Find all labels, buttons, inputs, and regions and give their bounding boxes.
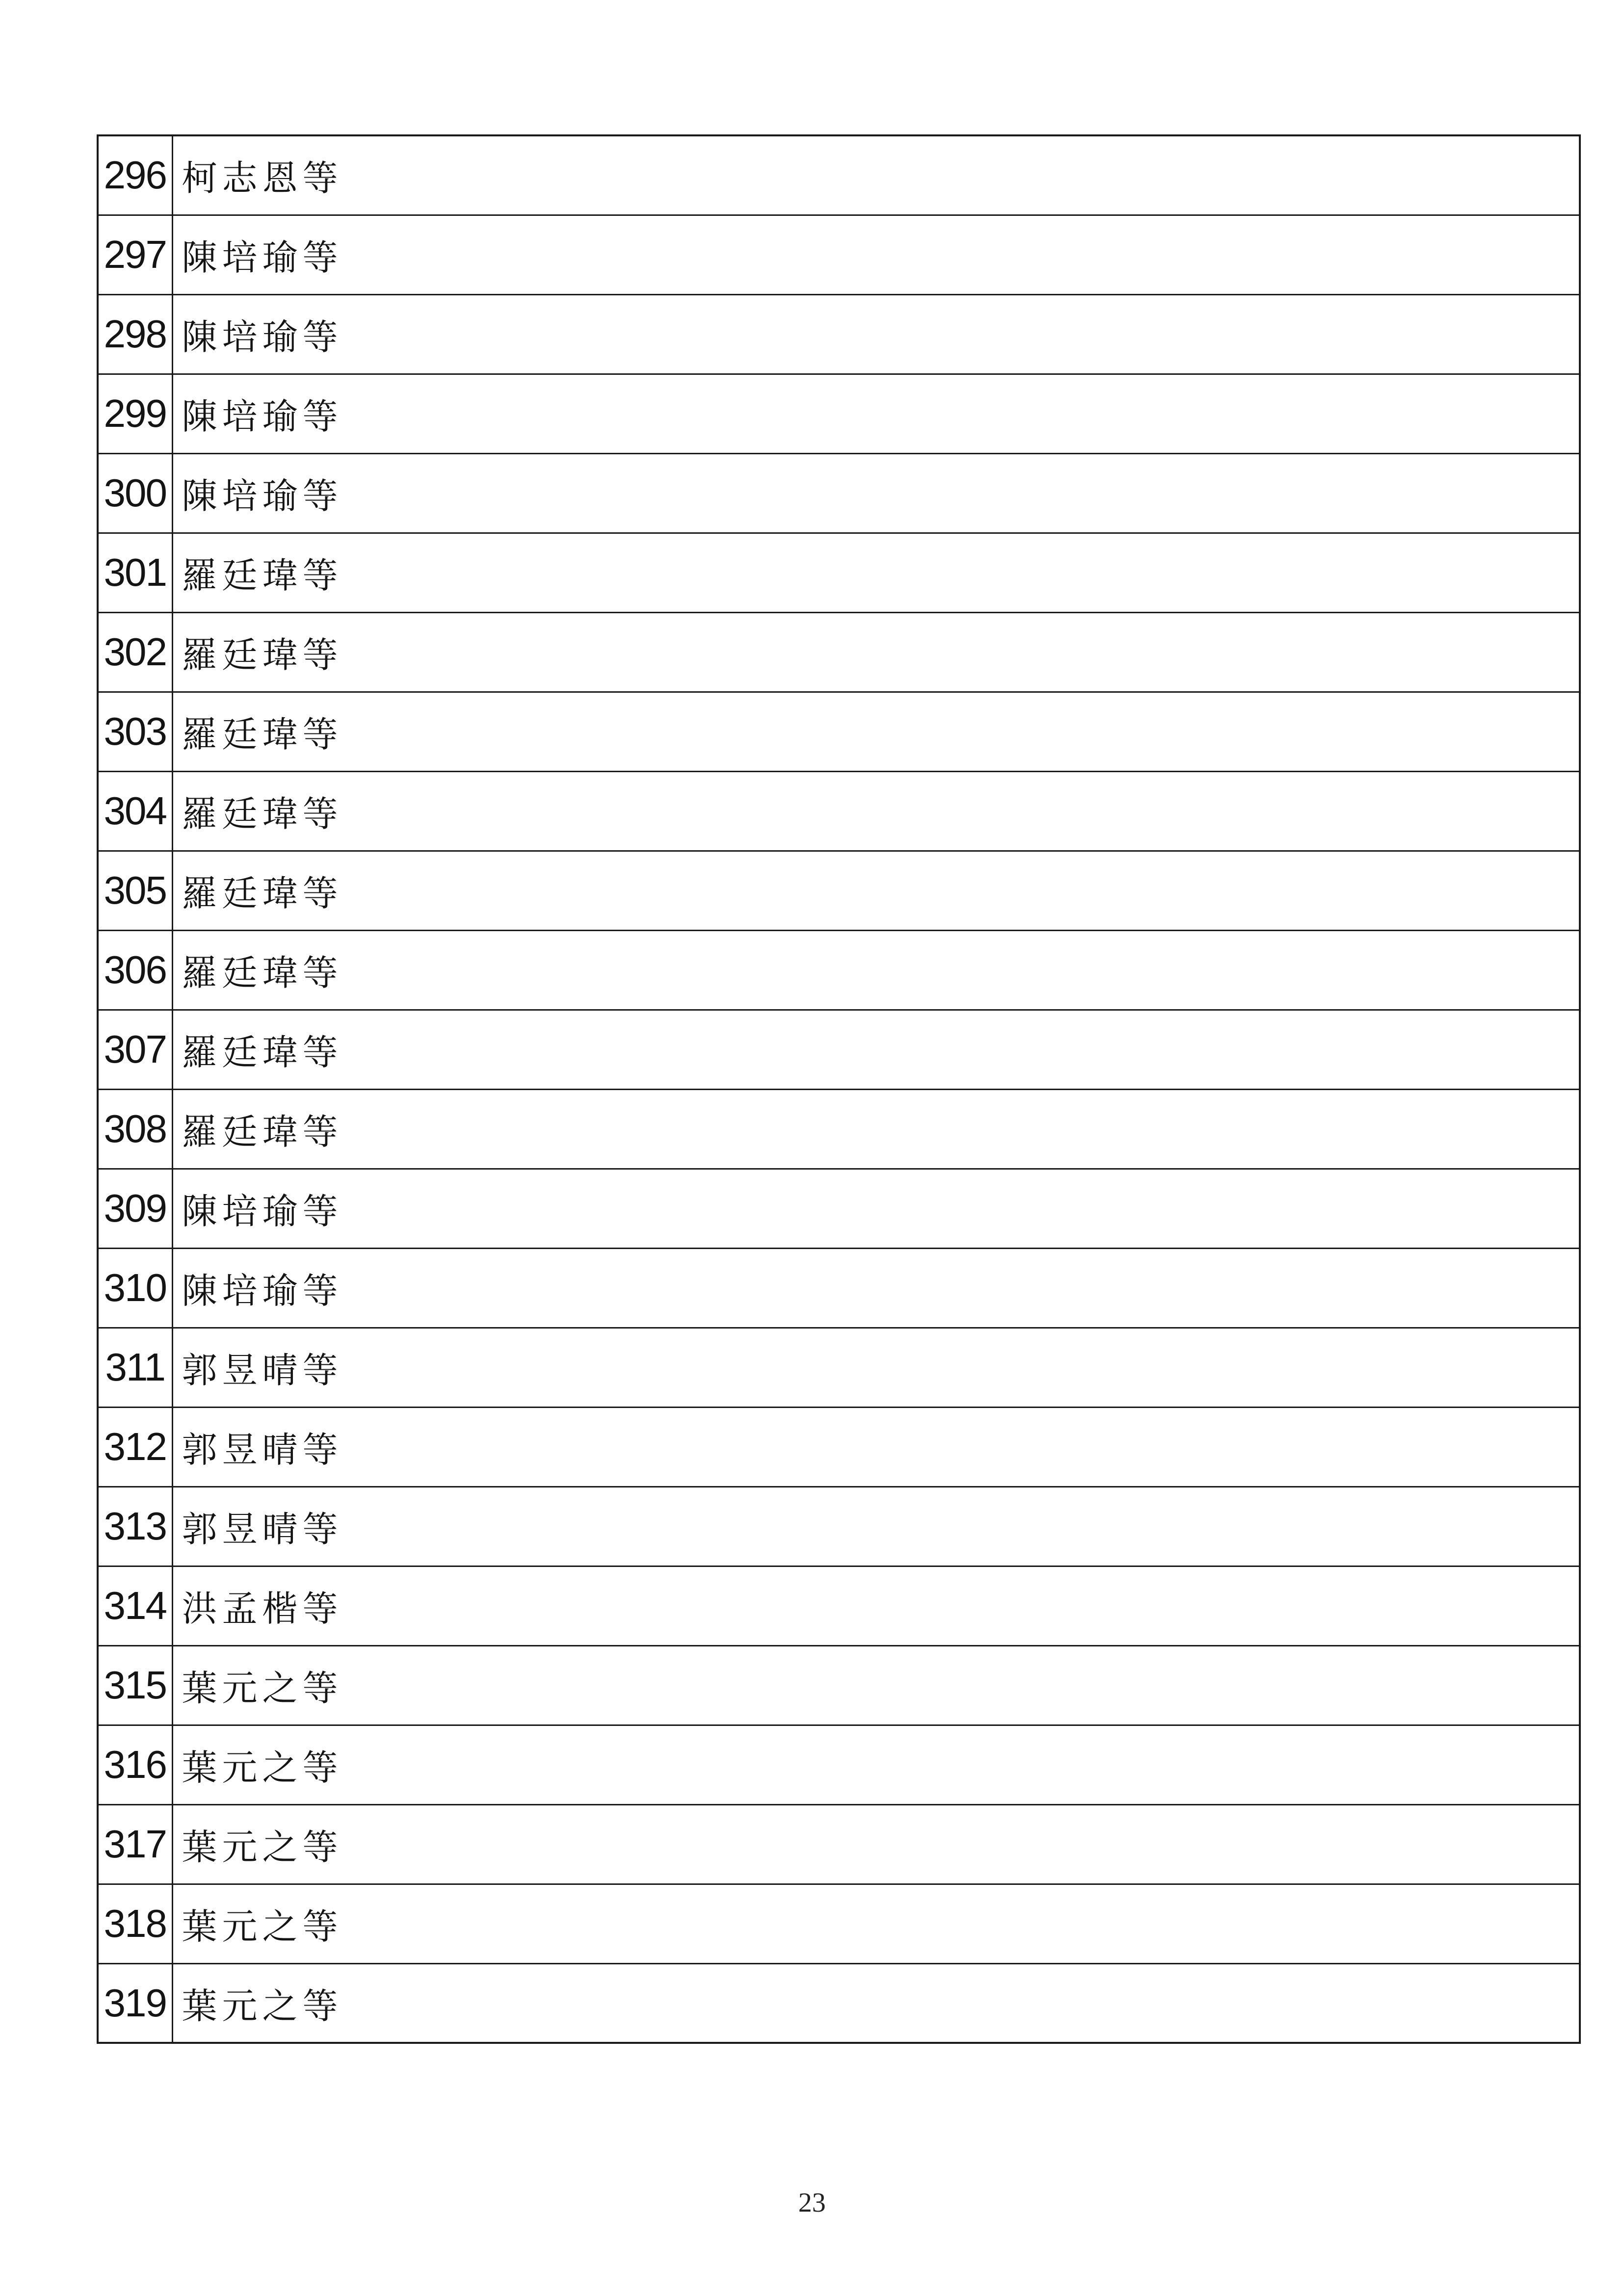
proposer-name: 羅廷瑋等: [172, 851, 1580, 930]
row-number: 310: [98, 1248, 172, 1328]
table-row: [98, 1407, 1580, 1487]
proposer-name: 羅廷瑋等: [172, 1089, 1580, 1169]
table-row: [98, 612, 1580, 692]
table-row: [98, 930, 1580, 1010]
proposer-name: 葉元之等: [172, 1804, 1580, 1884]
table-row: [98, 1566, 1580, 1645]
table-row: [98, 1010, 1580, 1089]
proposer-name: 葉元之等: [172, 1725, 1580, 1804]
proposer-name: 陳培瑜等: [172, 1248, 1580, 1328]
row-number: 304: [98, 771, 172, 851]
table-row: [98, 692, 1580, 771]
table-row: [98, 771, 1580, 851]
row-number: 319: [98, 1963, 172, 2043]
proposer-name: 洪孟楷等: [172, 1566, 1580, 1645]
row-number: 318: [98, 1884, 172, 1963]
proposer-name: 葉元之等: [172, 1884, 1580, 1963]
row-number: 317: [98, 1804, 172, 1884]
table-body: [98, 135, 1580, 2043]
table-row: [98, 453, 1580, 533]
table-row: [98, 851, 1580, 930]
row-number: 308: [98, 1089, 172, 1169]
row-number: 297: [98, 215, 172, 294]
table-row: [98, 1645, 1580, 1725]
table-row: [98, 215, 1580, 294]
proposer-name: 郭昱晴等: [172, 1487, 1580, 1566]
row-number: 311: [98, 1328, 172, 1407]
row-number: 305: [98, 851, 172, 930]
row-number: 315: [98, 1645, 172, 1725]
proposer-name: 陳培瑜等: [172, 1169, 1580, 1248]
table-row: [98, 1089, 1580, 1169]
table-row: [98, 1884, 1580, 1963]
proposer-name: 陳培瑜等: [172, 453, 1580, 533]
proposal-list-table: [97, 134, 1581, 2044]
proposer-name: 柯志恩等: [172, 135, 1580, 215]
row-number: 316: [98, 1725, 172, 1804]
table-row: [98, 1487, 1580, 1566]
proposer-name: 陳培瑜等: [172, 294, 1580, 374]
row-number: 298: [98, 294, 172, 374]
row-number: 312: [98, 1407, 172, 1487]
table-row: [98, 1169, 1580, 1248]
table-row: [98, 1963, 1580, 2043]
row-number: 300: [98, 453, 172, 533]
proposer-name: 郭昱晴等: [172, 1407, 1580, 1487]
row-number: 307: [98, 1010, 172, 1089]
row-number: 309: [98, 1169, 172, 1248]
row-number: 313: [98, 1487, 172, 1566]
proposer-name: 羅廷瑋等: [172, 692, 1580, 771]
proposer-name: 羅廷瑋等: [172, 612, 1580, 692]
proposer-name: 陳培瑜等: [172, 374, 1580, 453]
table-row: [98, 135, 1580, 215]
proposer-name: 羅廷瑋等: [172, 930, 1580, 1010]
table-row: [98, 374, 1580, 453]
proposer-name: 葉元之等: [172, 1963, 1580, 2043]
page-number: 23: [798, 2188, 826, 2218]
table-row: [98, 1248, 1580, 1328]
row-number: 306: [98, 930, 172, 1010]
proposer-name: 羅廷瑋等: [172, 771, 1580, 851]
row-number: 296: [98, 135, 172, 215]
proposer-name: 羅廷瑋等: [172, 1010, 1580, 1089]
proposer-name: 陳培瑜等: [172, 215, 1580, 294]
table-row: [98, 1328, 1580, 1407]
table-row: [98, 1725, 1580, 1804]
table-row: [98, 294, 1580, 374]
row-number: 314: [98, 1566, 172, 1645]
table-row: [98, 533, 1580, 612]
row-number: 301: [98, 533, 172, 612]
proposer-name: 羅廷瑋等: [172, 533, 1580, 612]
row-number: 303: [98, 692, 172, 771]
row-number: 302: [98, 612, 172, 692]
proposer-name: 葉元之等: [172, 1645, 1580, 1725]
proposer-name: 郭昱晴等: [172, 1328, 1580, 1407]
table-row: [98, 1804, 1580, 1884]
row-number: 299: [98, 374, 172, 453]
